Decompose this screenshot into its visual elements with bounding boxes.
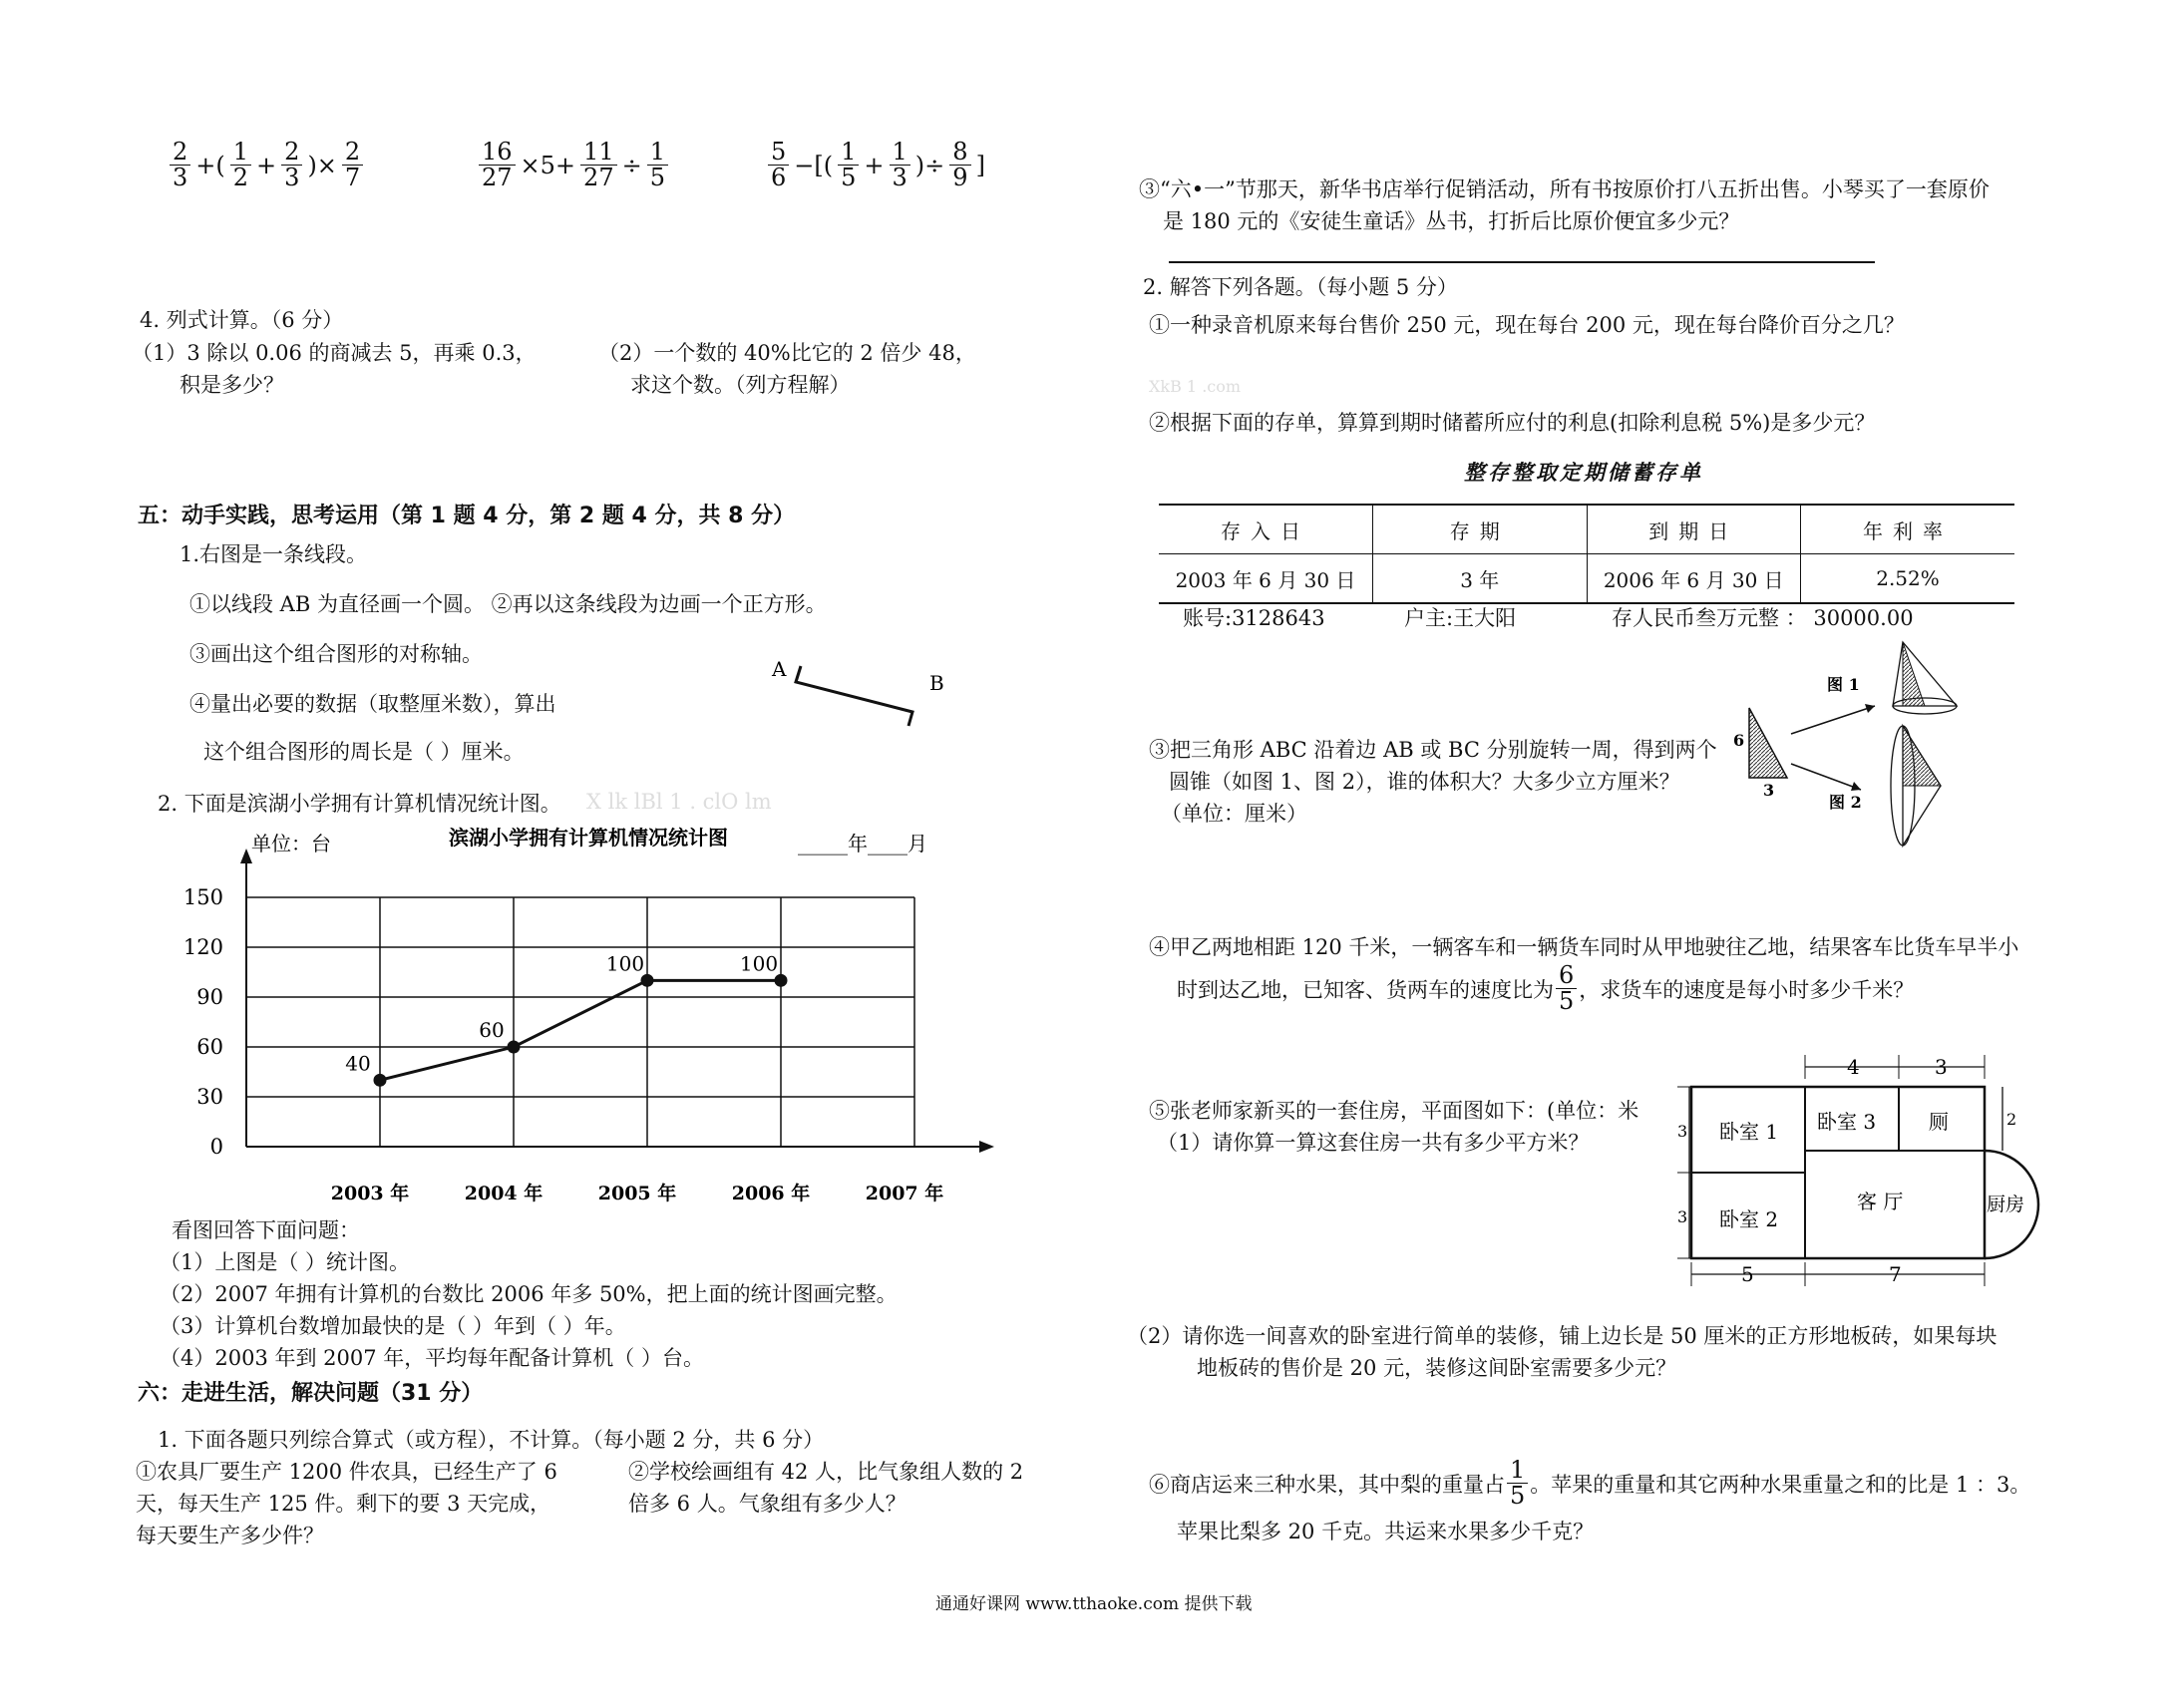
watermark-1: X lk lBl 1 . clO lm bbox=[586, 790, 772, 814]
problem-5-line1: ⑤张老师家新买的一套住房，平面图如下：(单位：米 bbox=[1149, 1099, 1639, 1123]
header-deposit-date: 存入日 bbox=[1159, 505, 1373, 554]
dim-bottom-7: 7 bbox=[1889, 1262, 1902, 1286]
cell-maturity-date: 2006 年 6 月 30 日 bbox=[1587, 554, 1801, 604]
data-point bbox=[374, 1074, 387, 1087]
s5-q2: 2. 下面是滨湖小学拥有计算机情况统计图。 bbox=[158, 792, 561, 816]
problem-6-text-pre: ⑥商店运来三种水果，其中梨的重量占 bbox=[1149, 1472, 1505, 1497]
data-point bbox=[641, 974, 654, 987]
fraction: $\frac{1}{5}$ bbox=[838, 140, 859, 190]
s5-q1-3: ③画出这个组合图形的对称轴。 bbox=[189, 642, 483, 666]
floor-plan bbox=[1667, 1047, 2051, 1294]
room-bedroom-2: 卧室 2 bbox=[1719, 1207, 1779, 1231]
x-tick-label: 2005 年 bbox=[597, 1183, 677, 1204]
q3-line2: 是 180 元的《安徒生童话》丛书，打折后比原价便宜多少元？ bbox=[1163, 209, 1740, 233]
cell-deposit-date: 2003 年 6 月 30 日 bbox=[1159, 554, 1373, 604]
expression-1: $\frac{2}{3}$ +( $\frac{1}{2}$ + $\frac{2}{3}$ )× $\frac{2}{7}$ bbox=[168, 140, 365, 190]
fraction: $\frac{5}{6}$ bbox=[768, 140, 789, 190]
cell-term: 3 年 bbox=[1373, 554, 1588, 604]
data-point bbox=[775, 974, 788, 987]
s6-q1-1-line2: 天，每天生产 125 件。剩下的要 3 天完成， bbox=[136, 1492, 551, 1516]
data-label: 60 bbox=[479, 1018, 505, 1042]
fraction: $\frac{2}{3}$ bbox=[281, 140, 302, 190]
room-bedroom-1: 卧室 1 bbox=[1719, 1120, 1779, 1144]
data-label: 100 bbox=[605, 951, 645, 976]
expression-3: $\frac{5}{6}$ −[( $\frac{1}{5}$ + $\frac{1}{3}$ )÷ $\frac{8}{9}$ ] bbox=[766, 140, 988, 190]
q3-line1: ③“六•一”节那天，新华书店举行促销活动，所有书按原价打八五折出售。小琴买了一套原价 bbox=[1139, 177, 1990, 201]
y-tick-label: 30 bbox=[196, 1085, 223, 1109]
y-tick-label: 150 bbox=[182, 885, 223, 909]
problem-1: ①一种录音机原来每台售价 250 元，现在每台 200 元，现在每台降价百分之几？ bbox=[1149, 313, 1905, 337]
deposit-table bbox=[1159, 504, 2014, 604]
s5-q1-5: 这个组合图形的周长是（ ）厘米。 bbox=[203, 740, 525, 764]
room-kitchen: 厨房 bbox=[1987, 1194, 2025, 1215]
x-tick-label: 2006 年 bbox=[731, 1183, 811, 1204]
problem-6-line1 bbox=[1149, 1458, 2030, 1509]
look-q1: （1）上图是（ ）统计图。 bbox=[160, 1250, 411, 1274]
y-tick-label: 90 bbox=[196, 985, 223, 1009]
q4-2-line1: （2）一个数的 40%比它的 2 倍少 48， bbox=[598, 341, 976, 365]
line-chart bbox=[150, 823, 1007, 1216]
triangle-base: 3 bbox=[1763, 781, 1775, 800]
look-q4: （4）2003 年到 2007 年，平均每年配备计算机（ ）台。 bbox=[160, 1346, 704, 1370]
problem-3-line3: （单位：厘米） bbox=[1161, 802, 1307, 826]
chart-date-blank: _____年____月 bbox=[798, 832, 927, 855]
dim-left-bottom: 3 bbox=[1677, 1207, 1688, 1226]
x-axis-arrow bbox=[979, 1141, 994, 1153]
header-term: 存期 bbox=[1373, 505, 1588, 554]
series-line bbox=[380, 980, 781, 1080]
look-q2: （2）2007 年拥有计算机的台数比 2006 年多 50%，把上面的统计图画完整。 bbox=[160, 1282, 898, 1306]
s5-q1: 1.右图是一条线段。 bbox=[180, 542, 368, 566]
s6-q1-2-line1: ②学校绘画组有 42 人，比气象组人数的 2 bbox=[628, 1460, 1024, 1484]
problem-2: ②根据下面的存单，算算到期时储蓄所应付的利息(扣除利息税 5%)是多少元？ bbox=[1149, 411, 1876, 435]
problem-5-line4: 地板砖的售价是 20 元，装修这间卧室需要多少元？ bbox=[1197, 1356, 1677, 1380]
fraction: $\frac{1}{3}$ bbox=[890, 140, 910, 190]
y-tick-label: 120 bbox=[182, 935, 223, 959]
room-toilet: 厕 bbox=[1929, 1110, 1949, 1134]
fraction: $\frac{2}{7}$ bbox=[342, 140, 363, 190]
fraction: $\frac{2}{3}$ bbox=[170, 140, 190, 190]
dim-top-3: 3 bbox=[1935, 1055, 1948, 1079]
cell-rate: 2.52% bbox=[1801, 554, 2015, 604]
dim-bottom-5: 5 bbox=[1741, 1262, 1754, 1286]
account-owner: 户主:王大阳 bbox=[1404, 606, 1517, 630]
room-bedroom-3: 卧室 3 bbox=[1817, 1110, 1877, 1134]
data-label: 100 bbox=[739, 951, 779, 976]
s6-q1-1-line3: 每天要生产多少件？ bbox=[136, 1524, 324, 1547]
point-a-label: A bbox=[772, 657, 787, 681]
speed-ratio-fraction: $\frac{6}{5}$ bbox=[1556, 963, 1577, 1014]
deposit-amount: 存人民币叁万元整 ： 30000.00 bbox=[1612, 606, 1914, 630]
problem-4-line1: ④甲乙两地相距 120 千米，一辆客车和一辆货车同时从甲地驶往乙地，结果客车比货车早半小 bbox=[1149, 935, 2019, 959]
dim-right: 2 bbox=[2006, 1110, 2017, 1129]
fraction: $\frac{8}{9}$ bbox=[949, 140, 970, 190]
section-6-title: 六：走进生活，解决问题（31 分） bbox=[138, 1381, 484, 1406]
chart-unit-label: 单位：台 bbox=[251, 832, 331, 855]
q4-1-line2: 积是多少？ bbox=[180, 373, 284, 397]
deposit-table-title: 整存整取定期储蓄存单 bbox=[1464, 460, 1703, 485]
problem-6-line2: 苹果比梨多 20 千克。共运来水果多少千克？ bbox=[1177, 1520, 1595, 1543]
look-intro: 看图回答下面问题： bbox=[172, 1218, 360, 1242]
pear-fraction: $\frac{1}{5}$ bbox=[1507, 1458, 1528, 1509]
s6-q1-1-line1: ①农具厂要生产 1200 件农具，已经生产了 6 bbox=[136, 1460, 557, 1484]
s5-q1-1: ①以线段 AB 为直径画一个圆。 ②再以这条线段为边画一个正方形。 bbox=[189, 592, 827, 616]
s2-title: 2. 解答下列各题。（每小题 5 分） bbox=[1143, 275, 1458, 299]
q4-title: 4. 列式计算。（6 分） bbox=[140, 308, 344, 332]
y-tick-label: 0 bbox=[209, 1135, 223, 1159]
x-tick-label: 2003 年 bbox=[330, 1183, 410, 1204]
dim-left-top: 3 bbox=[1677, 1122, 1688, 1141]
problem-5-line2: （1）请你算一算这套住房一共有多少平方米？ bbox=[1157, 1131, 1590, 1155]
account-number: 账号:3128643 bbox=[1183, 606, 1325, 630]
watermark-2: XkB 1 .com bbox=[1149, 377, 1242, 396]
header-rate: 年利率 bbox=[1801, 505, 2015, 554]
q4-1-line1: （1）3 除以 0.06 的商减去 5，再乘 0.3， bbox=[132, 341, 537, 365]
s6-q1-2-line2: 倍多 6 人。气象组有多少人？ bbox=[628, 1492, 907, 1516]
x-tick-label: 2004 年 bbox=[464, 1183, 544, 1204]
divider-line bbox=[1169, 261, 1875, 263]
problem-3-line2: 圆锥（如图 1、图 2），谁的体积大？大多少立方厘米？ bbox=[1169, 770, 1680, 794]
chart-series bbox=[345, 951, 787, 1087]
fraction: $\frac{16}{27}$ bbox=[479, 140, 516, 190]
y-axis-ticks bbox=[183, 885, 223, 1159]
fraction: $\frac{1}{2}$ bbox=[230, 140, 251, 190]
cone-figure bbox=[1725, 638, 1985, 867]
expression-2: $\frac{16}{27}$ ×5+ $\frac{11}{27}$ ÷ $\frac{1}{5}$ bbox=[477, 140, 670, 190]
x-tick-label: 2007 年 bbox=[865, 1183, 944, 1204]
problem-6-text-post: 。苹果的重量和其它两种水果重量之和的比是 1 ：3。 bbox=[1530, 1472, 2031, 1497]
s6-q1: 1. 下面各题只列综合算式（或方程），不计算。（每小题 2 分，共 6 分） bbox=[158, 1428, 825, 1452]
problem-3-line1: ③把三角形 ABC 沿着边 AB 或 BC 分别旋转一周，得到两个 bbox=[1149, 738, 1717, 762]
triangle-height: 6 bbox=[1733, 731, 1745, 750]
y-tick-label: 60 bbox=[196, 1035, 223, 1059]
look-q3: （3）计算机台数增加最快的是（ ）年到（ ）年。 bbox=[160, 1314, 626, 1338]
header-maturity-date: 到期日 bbox=[1587, 505, 1801, 554]
fraction: $\frac{1}{5}$ bbox=[647, 140, 668, 190]
problem-4-text-post: ，求货车的速度是每小时多少千米？ bbox=[1579, 977, 1915, 1002]
chart-title: 滨湖小学拥有计算机情况统计图 bbox=[449, 826, 728, 850]
problem-4-text-pre: 时到达乙地，已知客、货两车的速度比为 bbox=[1177, 977, 1554, 1002]
fraction: $\frac{11}{27}$ bbox=[580, 140, 617, 190]
page-footer: 通通好课网 www.tthaoke.com 提供下载 bbox=[935, 1594, 1253, 1614]
data-point bbox=[508, 1041, 521, 1054]
problem-5-line3: （2）请你选一间喜欢的卧室进行简单的装修，铺上边长是 50 厘米的正方形地板砖，如果每块 bbox=[1127, 1324, 1997, 1348]
figure-2-label: 图 2 bbox=[1829, 793, 1862, 812]
table-header-row bbox=[1159, 505, 2014, 554]
dim-top-4: 4 bbox=[1847, 1055, 1860, 1079]
room-living: 客 厅 bbox=[1857, 1190, 1904, 1213]
table-row bbox=[1159, 554, 2014, 604]
x-axis-labels bbox=[331, 1182, 944, 1204]
data-label: 40 bbox=[345, 1051, 371, 1076]
chart-grid bbox=[240, 849, 994, 1153]
s5-q1-4: ④量出必要的数据（取整厘米数），算出 bbox=[189, 692, 556, 716]
point-b-label: B bbox=[929, 671, 944, 695]
figure-1-label: 图 1 bbox=[1827, 675, 1860, 694]
q4-2-line2: 求这个数。（列方程解） bbox=[630, 373, 851, 397]
problem-4-line2 bbox=[1177, 963, 1914, 1014]
section-5-title: 五：动手实践，思考运用（第 1 题 4 分，第 2 题 4 分，共 8 分） bbox=[138, 504, 796, 528]
segment-ab bbox=[768, 648, 947, 728]
